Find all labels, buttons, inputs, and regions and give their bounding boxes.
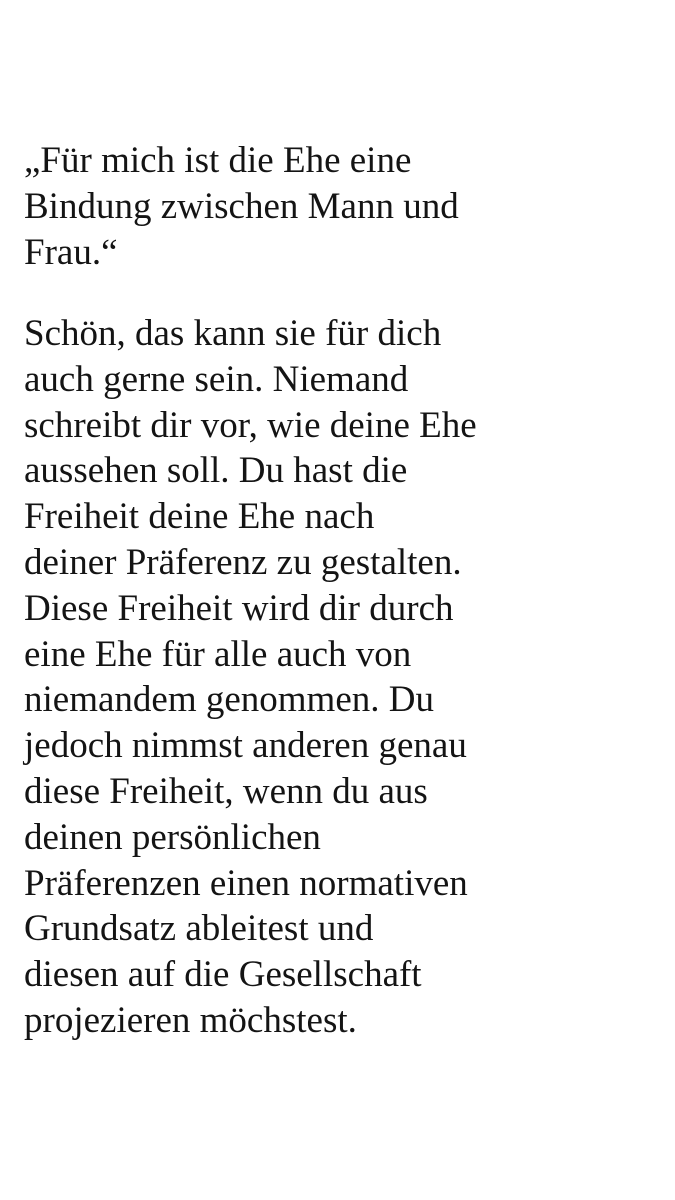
response-line: eine Ehe für alle auch von	[24, 633, 412, 675]
response-line: deiner Präferenz zu gestalten.	[24, 541, 462, 583]
response-line: Präferenzen einen normativen	[24, 862, 468, 904]
quoted-statement	[24, 138, 654, 275]
response-paragraph	[24, 311, 654, 1044]
response-line: schreibt dir vor, wie deine Ehe	[24, 404, 477, 446]
response-line: diesen auf die Gesellschaft	[24, 954, 422, 996]
response-line: auch gerne sein. Niemand	[24, 358, 409, 400]
response-line: Freiheit deine Ehe nach	[24, 496, 375, 538]
response-line: Grundsatz ableitest und	[24, 908, 374, 950]
response-line: Diese Freiheit wird dir durch	[24, 587, 454, 629]
response-line: aussehen soll. Du hast die	[24, 450, 408, 492]
response-line: diese Freiheit, wenn du aus	[24, 770, 428, 812]
response-line: deinen persönlichen	[24, 816, 321, 858]
quote-line: Bindung zwischen Mann und	[24, 185, 459, 227]
quote-line: „Für mich ist die Ehe eine	[24, 140, 412, 181]
response-line: Schön, das kann sie für dich	[24, 313, 442, 354]
quote-line: Frau.“	[24, 231, 118, 273]
response-line: niemandem genommen. Du	[24, 679, 434, 721]
response-line: projezieren möchstest.	[24, 999, 357, 1041]
response-line: jedoch nimmst anderen genau	[24, 725, 467, 767]
